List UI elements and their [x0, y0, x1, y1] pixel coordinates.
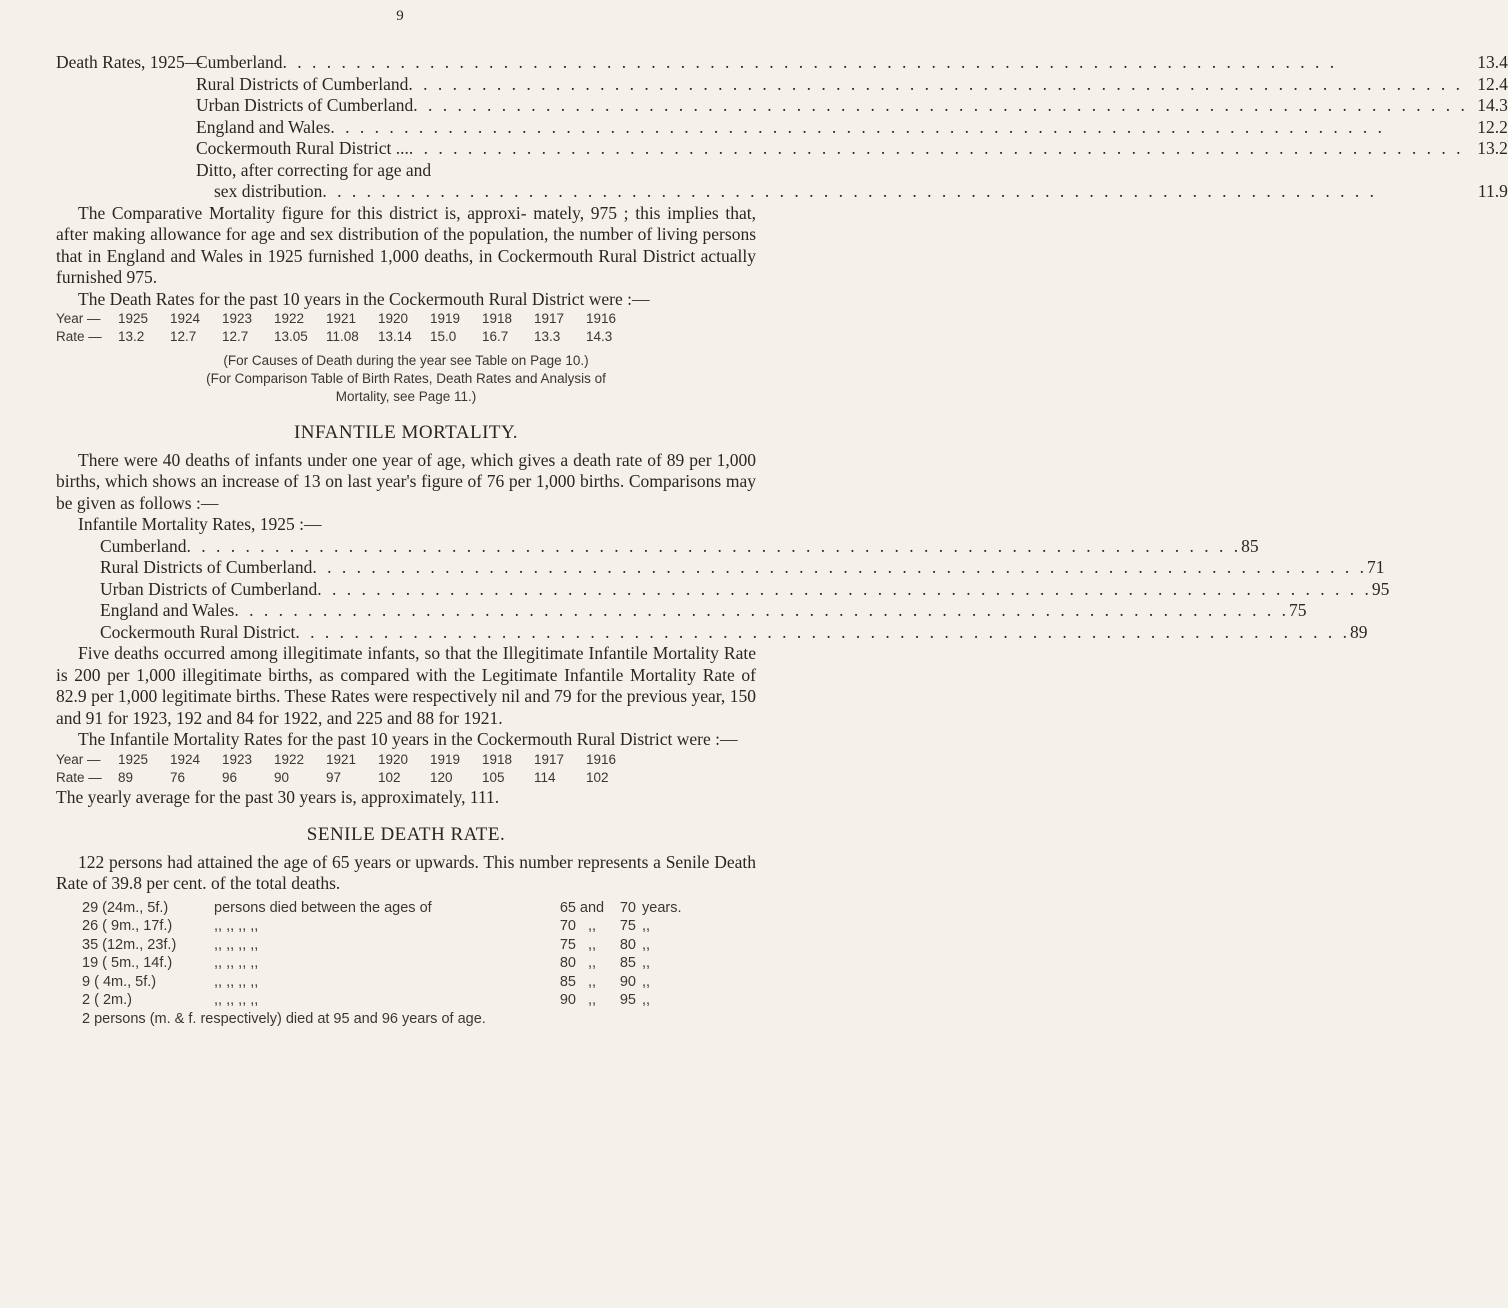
infantile-rate-row-value: 95 — [1371, 578, 1390, 599]
year-cell: 1919 — [430, 311, 461, 326]
senile-death-rate-heading: SENILE DEATH RATE. — [306, 824, 506, 845]
rate-cell: 114 — [534, 769, 556, 785]
rate-cell: 13.3 — [534, 329, 561, 344]
rate-cell: 97 — [326, 769, 342, 785]
infantile-rate-row-value: 89 — [1350, 621, 1368, 642]
year-cell: 1917 — [534, 311, 565, 326]
year-cell: 1925 — [118, 311, 149, 326]
ditto-line-2 — [196, 181, 1508, 203]
rate-cell: 120 — [430, 769, 453, 785]
age-text: ,, ,, ,, ,, — [214, 973, 259, 990]
death-rate-row — [196, 95, 1508, 117]
age-tail: ,, — [642, 973, 651, 990]
rate-cell: 14.3 — [586, 329, 613, 344]
comparative-mortality-paragraph: The Comparative Mortality figure for this district is, approxi- mately, 975 ; this implies that, after making allowance for age and sex distribution of the population, the number of living persons that in England and Wales in 1925 furnished 1,000 deaths, in Cockermouth Rural District actually furnished 975. — [56, 202, 756, 287]
age-row — [82, 954, 756, 973]
age-and: ,, — [587, 918, 597, 934]
rate-cell: 90 — [274, 769, 290, 785]
death-rate-row — [196, 117, 1508, 139]
age-and: and — [579, 899, 605, 916]
age-text: ,, ,, ,, ,, — [214, 955, 259, 971]
year-cell: 1923 — [222, 751, 253, 767]
infantile-mortality-heading: INFANTILE MORTALITY. — [293, 422, 519, 443]
comparison-note-line-1: (For Comparison Table of Birth Rates, Death Rates and Analysis of — [206, 371, 606, 386]
age-text: persons died between the ages of — [214, 899, 432, 916]
infantile-year-row — [56, 751, 756, 769]
year-cell: 1921 — [326, 751, 357, 767]
death-rate-row-value: 12.2 — [1477, 116, 1508, 137]
rate-cell: 13.05 — [274, 329, 308, 344]
leader-dots — [295, 622, 1350, 644]
infantile-rates-title: Infantile Mortality Rates, 1925 :— — [78, 514, 322, 534]
ditto-label-wrap — [214, 181, 1468, 203]
final-age-line: 2 persons (m. & f. respectively) died at 95 and 96 years of age. — [82, 1010, 486, 1027]
death-rate-row-label-wrap — [196, 52, 1468, 74]
death-rate-row-value: 14.3 — [1477, 95, 1508, 115]
death-rate-row-label-wrap — [196, 95, 1468, 117]
year-cell: 1925 — [118, 751, 149, 767]
death-rates-list — [196, 52, 1508, 203]
infantile-rate-row-label: Cockermouth Rural District — [100, 621, 296, 642]
infantile-rate-row-label-wrap — [100, 600, 1289, 622]
death-rate-year-row — [56, 310, 756, 328]
year-caption: Year — — [56, 311, 101, 326]
leader-dots — [409, 138, 1468, 160]
infantile-rates-list — [78, 514, 1390, 643]
age-tail: years. — [642, 899, 682, 916]
rate-cell: 89 — [118, 769, 134, 785]
age-and: ,, — [587, 992, 597, 1008]
infantile-rate-row — [100, 535, 1259, 558]
senile-paragraph: 122 persons had attained the age of 65 years or upwards. This number represents a Senile Death Rate of 39.8 per cent. of the total deaths. — [56, 851, 756, 893]
infantile-rate-row-label-wrap — [100, 579, 1372, 601]
age-to: 85 — [619, 955, 636, 971]
year-cell: 1921 — [326, 311, 357, 326]
illegitimate-paragraph: Five deaths occurred among illegitimate infants, so that the Illegitimate Infantile Mortality Rate is 200 per 1,000 illegitimate births, as compared with the Legitimate Infantile Mortality Rate of 82.9 per 1,000 legitimate births. These Rates were respectively nil and 79 for the previous year, 150 and 91 for 1923, 192 and 84 for 1922, and 225 and 88 for 1921. — [56, 643, 756, 728]
age-row — [82, 899, 756, 918]
age-distribution-list — [82, 899, 756, 1010]
infantile-rate-row — [100, 621, 1368, 644]
infantile-rate-row-label: Urban Districts of Cumberland — [100, 578, 318, 599]
age-row — [82, 973, 756, 992]
ditto-line-1: Ditto, after correcting for age and — [196, 159, 432, 180]
year-cell: 1919 — [430, 751, 461, 767]
age-to: 80 — [619, 936, 636, 953]
death-rate-row-label: Cockermouth Rural District ... — [196, 138, 409, 158]
death-rate-row — [196, 138, 1508, 160]
document-body — [56, 52, 1508, 1028]
year-cell: 1918 — [482, 311, 513, 326]
year-cell: 1917 — [534, 751, 565, 767]
year-cell: 1922 — [274, 751, 305, 767]
infantile-rate-table — [56, 751, 756, 787]
rate-cell: 12.7 — [222, 329, 249, 344]
death-rate-row — [196, 52, 1508, 74]
age-from: 70 — [559, 918, 576, 934]
infantile-rate-row — [100, 600, 1307, 622]
year-cell: 1920 — [378, 751, 409, 767]
death-rate-row-value: 13.4 — [1477, 52, 1508, 72]
rate-cell: 16.7 — [482, 329, 509, 344]
age-to: 90 — [619, 973, 636, 990]
leader-dots — [234, 600, 1289, 622]
age-from: 80 — [559, 955, 576, 971]
death-rate-row-label-wrap — [196, 138, 1468, 160]
rate-cell: 11.08 — [326, 329, 359, 344]
death-rates-section — [56, 52, 1508, 203]
age-from: 65 — [559, 899, 576, 916]
age-tail: ,, — [642, 992, 651, 1008]
rate-cell: 12.7 — [170, 329, 197, 344]
year-cell: 1922 — [274, 311, 305, 326]
infantile-rate-row-label-wrap — [100, 622, 1350, 644]
leader-dots — [187, 536, 1242, 558]
age-and: ,, — [587, 973, 597, 990]
rate-cell: 102 — [378, 769, 401, 785]
infantile-rate-row — [100, 578, 1390, 601]
death-rate-row-label-wrap — [196, 74, 1468, 96]
infantile-rate-row-label-wrap — [100, 557, 1367, 579]
infantile-past-intro: The Infantile Mortality Rates for the past 10 years in the Cockermouth Rural District were :— — [78, 729, 738, 749]
year-cell: 1916 — [586, 311, 617, 326]
death-rate-table — [56, 310, 756, 346]
past-death-rates-intro: The Death Rates for the past 10 years in the Cockermouth Rural District were :— — [78, 288, 650, 309]
year-cell: 1923 — [222, 311, 253, 326]
page-number: 9 — [396, 8, 404, 24]
death-rate-row-label: Rural Districts of Cumberland — [196, 73, 409, 94]
age-count: 29 (24m., 5f.) — [82, 899, 169, 916]
age-and: ,, — [587, 955, 597, 971]
age-count: 26 ( 9m., 17f.) — [82, 918, 173, 934]
year-cell: 1916 — [586, 751, 617, 767]
age-to: 70 — [619, 899, 636, 916]
rate-cell: 15.0 — [430, 329, 457, 344]
age-count: 2 ( 2m.) — [82, 992, 132, 1008]
leader-dots — [330, 117, 1468, 139]
age-tail: ,, — [642, 955, 651, 971]
age-count: 35 (12m., 23f.) — [82, 936, 177, 953]
infantile-rates-rows — [100, 535, 1390, 644]
rate-cell: 102 — [586, 769, 609, 785]
age-count: 9 ( 4m., 5f.) — [82, 973, 157, 990]
age-tail: ,, — [642, 918, 651, 934]
infantile-rate-row-label: Rural Districts of Cumberland — [100, 557, 313, 577]
age-row — [82, 917, 756, 936]
infantile-rate-row — [56, 769, 756, 787]
infantile-rate-row-value: 71 — [1367, 557, 1385, 577]
death-rate-rate-row — [56, 328, 756, 346]
infantile-rate-row-label: England and Wales — [100, 600, 235, 620]
ditto-value: 11.9 — [1477, 181, 1508, 201]
leader-dots — [283, 52, 1468, 74]
age-to: 95 — [619, 992, 636, 1008]
age-tail: ,, — [642, 936, 651, 953]
rate-caption: Rate — — [56, 769, 102, 785]
age-and: ,, — [587, 936, 597, 953]
leader-dots — [413, 95, 1468, 117]
age-from: 85 — [559, 973, 576, 990]
age-row — [82, 991, 756, 1010]
age-text: ,, ,, ,, ,, — [214, 918, 259, 934]
death-rate-row-label-wrap — [196, 117, 1468, 139]
death-rates-prefix: Death Rates, 1925— — [56, 52, 203, 72]
rate-cell: 96 — [222, 769, 238, 785]
leader-dots — [408, 74, 1467, 96]
year-caption: Year — — [56, 751, 101, 767]
infantile-rate-row-value: 75 — [1288, 600, 1307, 620]
death-rate-row — [196, 74, 1508, 96]
year-cell: 1920 — [378, 311, 409, 326]
comparison-note-line-2: Mortality, see Page 11.) — [335, 389, 477, 404]
infantile-rate-row — [100, 557, 1385, 579]
year-cell: 1924 — [170, 751, 201, 767]
age-count: 19 ( 5m., 14f.) — [82, 955, 173, 971]
year-cell: 1924 — [170, 311, 201, 326]
death-rate-row-value: 13.2 — [1477, 138, 1508, 158]
rate-cell: 13.14 — [378, 329, 412, 344]
death-rate-row-label: Urban Districts of Cumberland — [196, 95, 414, 115]
age-from: 75 — [559, 936, 576, 953]
death-rate-row-label: Cumberland — [196, 52, 283, 72]
rate-cell: 76 — [170, 769, 186, 785]
yearly-average-line: The yearly average for the past 30 years is, approximately, 111. — [56, 786, 500, 807]
infantile-rate-row-value: 85 — [1241, 535, 1259, 556]
infantile-rate-row-label: Cumberland — [100, 535, 187, 556]
ditto-label: sex distribution — [214, 181, 323, 201]
rate-caption: Rate — — [56, 329, 102, 344]
age-from: 90 — [559, 992, 576, 1008]
death-rate-row-value: 12.4 — [1477, 73, 1508, 94]
rate-cell: 13.2 — [118, 329, 145, 344]
infantile-paragraph: There were 40 deaths of infants under one year of age, which gives a death rate of 89 per 1,000 births, which shows an increase of 13 on last year's figure of 76 per 1,000 births. Comparisons may be given as follows :— — [56, 449, 756, 513]
leader-dots — [322, 181, 1467, 203]
leader-dots — [312, 557, 1367, 579]
causes-note: (For Causes of Death during the year see Table on Page 10.) — [223, 353, 589, 368]
age-row — [82, 936, 756, 955]
age-to: 75 — [619, 918, 636, 934]
year-cell: 1918 — [482, 751, 513, 767]
leader-dots — [317, 579, 1372, 601]
age-text: ,, ,, ,, ,, — [214, 992, 259, 1008]
infantile-rate-row-label-wrap — [100, 536, 1241, 558]
age-text: ,, ,, ,, ,, — [214, 936, 259, 953]
death-rate-row-label: England and Wales — [196, 116, 331, 137]
rate-cell: 105 — [482, 769, 505, 785]
